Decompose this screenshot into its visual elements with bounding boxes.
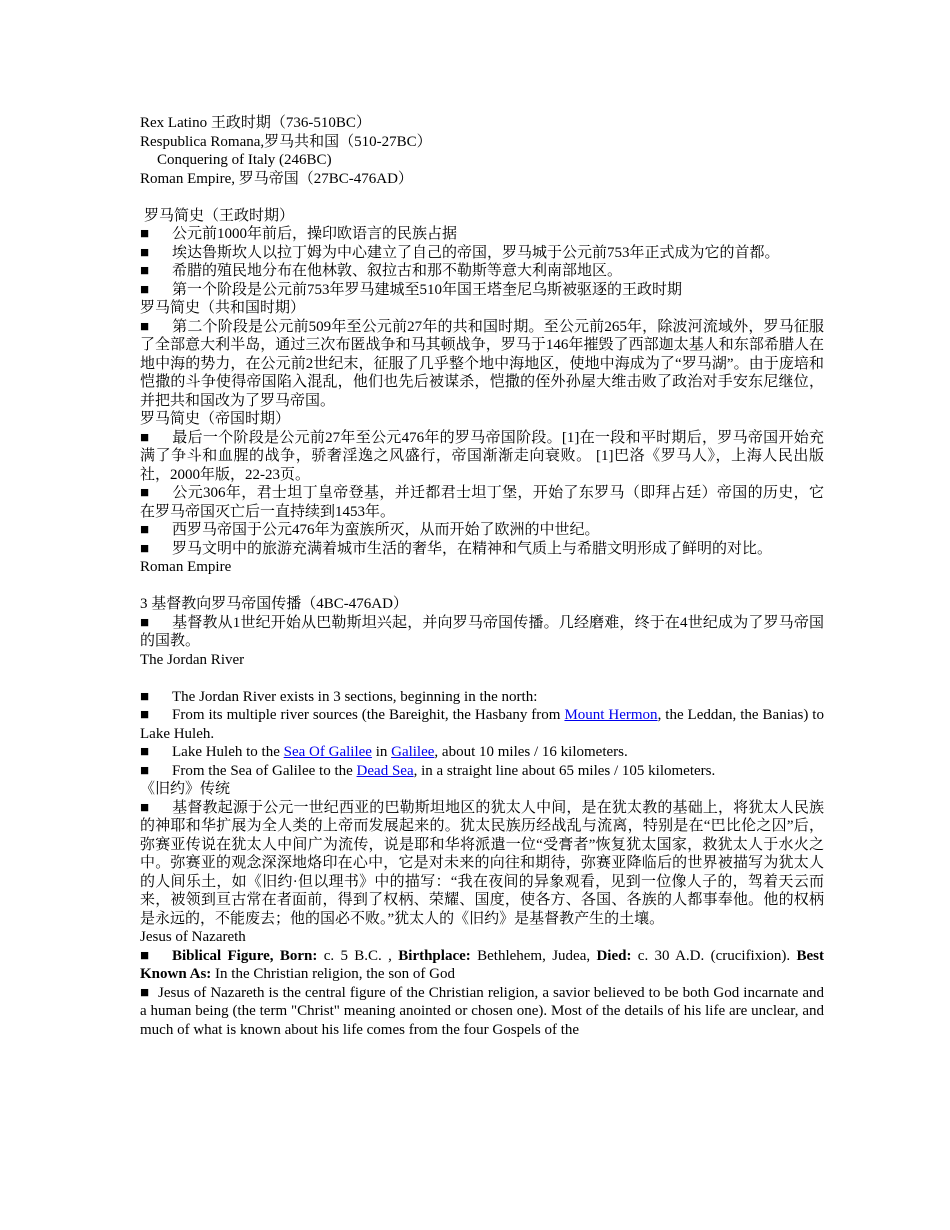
bullet-icon: ■: [140, 485, 150, 501]
bullet-icon: ■: [140, 540, 150, 557]
period-empire: Roman Empire, 罗马帝国（27BC-476AD）: [140, 170, 413, 187]
bullet-icon: ■: [140, 744, 150, 760]
bullet-icon: ■: [140, 799, 150, 816]
bullet-icon: ■: [140, 244, 150, 261]
period-republic-sub: Conquering of Italy (246BC): [157, 152, 332, 168]
bullet-icon: ■: [140, 947, 150, 964]
heading-roman-empire: Roman Empire: [140, 559, 232, 575]
jesus-facts: ■ Biblical Figure, Born: c. 5 B.C. , Birthplace: Bethlehem, Judea, Died: c. 30 A.D. (crucifixion). Best Known As: In the Christian religion, the son of God: [140, 947, 825, 982]
bullet-icon: ■: [140, 281, 150, 298]
document-page: [140, 114, 824, 1039]
bullet-icon: ■: [140, 762, 150, 779]
kingdom-item-2: ■ 埃达鲁斯坎人以拉丁姆为中心建立了自己的帝国，罗马城于公元前753年正式成为它的首都。: [140, 244, 780, 261]
heading-kingdom: 罗马简史（王政时期）: [144, 207, 295, 224]
heading-jesus: Jesus of Nazareth: [140, 929, 246, 945]
heading-empire: 罗马简史（帝国时期）: [140, 411, 291, 427]
jordan-item-4: ■ From the Sea of Galilee to the Dead Sea, in a straight line about 65 miles / 105 kilometers.: [140, 762, 716, 779]
link-sea-of-galilee[interactable]: Sea Of Galilee: [283, 744, 372, 760]
jordan-item-1: ■ The Jordan River exists in 3 sections, beginning in the north:: [140, 688, 538, 705]
bullet-icon: ■: [140, 614, 150, 631]
period-kingdom: Rex Latino 王政时期（736-510BC）: [140, 115, 371, 131]
heading-republic: 罗马简史（共和国时期）: [140, 300, 306, 316]
bullet-icon: ■: [140, 984, 150, 1001]
jordan-item-2: ■ From its multiple river sources (the Bareighit, the Hasbany from Mount Hermon, the Leddan, the Banias) to Lake Huleh.: [140, 707, 824, 742]
christianity-item-1: ■ 基督教从1世纪开始从巴勒斯坦兴起，并向罗马帝国传播。几经磨难，终于在4世纪成为了罗马帝国的国教。: [140, 614, 824, 649]
bullet-icon: ■: [140, 226, 150, 242]
jesus-paragraph: ■ Jesus of Nazareth is the central figure of the Christian religion, a savior believed to be both God incarnate and a human being (the term "Christ" meaning anointed or chosen one). Most of the details of his life are unclear, and much of what is known about his life comes from the four Gospels of the: [140, 984, 824, 1038]
republic-item-1: ■ 第二个阶段是公元前509年至公元前27年的共和国时期。至公元前265年，除波河流域外，罗马征服了全部意大利半岛，通过三次布匿战争和马其顿战争，罗马于146年摧毁了西部迦太基人和东部希腊人在地中海的势力，在公元前2世纪末，征服了几乎整个地中海地区，使地中海成为了“罗马湖”。由于庞培和恺撒的斗争使得帝国陷入混乱，他们也先后被谋杀，恺撒的侄外孙屋大维击败了政治对手安东尼继位，并把共和国改为了罗马帝国。: [140, 318, 824, 409]
heading-christianity: 3 基督教向罗马帝国传播（4BC-476AD）: [140, 596, 408, 612]
spacer: [140, 188, 824, 207]
bullet-icon: ■: [140, 429, 150, 446]
empire-item-4: ■ 罗马文明中的旅游充满着城市生活的奢华，在精神和气质上与希腊文明形成了鲜明的对比。: [140, 540, 773, 557]
spacer: [140, 669, 824, 688]
kingdom-item-3: ■ 希腊的殖民地分布在他林敦、叙拉古和那不勒斯等意大利南部地区。: [140, 263, 623, 279]
kingdom-item-4: ■ 第一个阶段是公元前753年罗马建城至510年国王塔奎尼乌斯被驱逐的王政时期: [140, 281, 683, 298]
bullet-icon: ■: [140, 707, 150, 723]
kingdom-item-1: ■ 公元前1000年前后，操印欧语言的民族占据: [140, 226, 458, 242]
link-mount-hermon[interactable]: Mount Hermon: [564, 707, 658, 723]
bullet-icon: ■: [140, 318, 150, 335]
period-republic: Respublica Romana,罗马共和国（510-27BC）: [140, 133, 432, 150]
empire-item-2: ■ 公元306年，君士坦丁皇帝登基，并迁都君士坦丁堡，开始了东罗马（即拜占廷）帝国的历史，它在罗马帝国灭亡后一直持续到1453年。: [140, 485, 824, 520]
link-galilee[interactable]: Galilee: [391, 744, 435, 760]
heading-jordan: The Jordan River: [140, 651, 245, 668]
link-dead-sea[interactable]: Dead Sea: [356, 762, 414, 779]
bullet-icon: ■: [140, 263, 150, 279]
spacer: [140, 577, 824, 596]
bullet-icon: ■: [140, 688, 150, 705]
heading-old-testament: 《旧约》传统: [140, 781, 231, 797]
old-testament-item-1: ■ 基督教起源于公元一世纪西亚的巴勒斯坦地区的犹太人中间，是在犹太教的基础上，将犹太人民族的神耶和华扩展为全人类的上帝而发展起来的。犹太民族历经战乱与流离，特别是在“巴比伦之囚”后，弥赛亚传说在犹太人中间广为流传，说是耶和华将派遣一位“受膏者”恢复犹太国家，救犹太人于水火之中。弥赛亚的观念深深地烙印在心中，它是对未来的向往和期待，弥赛亚降临后的世界被描写为犹太人的人间乐土，如《旧约·但以理书》中的描写：“我在夜间的异象观看，见到一位像人子的，驾着天云而来，被领到亘古常在者面前，得到了权柄、荣耀、国度，使各方、各国、各族的人都事奉他。他的权柄是永远的，不能废去；他的国必不败。”犹太人的《旧约》是基督教产生的土壤。: [140, 799, 824, 927]
empire-item-3: ■ 西罗马帝国于公元476年为蛮族所灭，从而开始了欧洲的中世纪。: [140, 522, 600, 538]
jordan-item-3: ■ Lake Huleh to the Sea Of Galilee in Galilee, about 10 miles / 16 kilometers.: [140, 744, 628, 760]
empire-item-1: ■ 最后一个阶段是公元前27年至公元476年的罗马帝国阶段。[1]在一段和平时期后，罗马帝国开始充满了争斗和血腥的战争，骄奢淫逸之风盛行，帝国渐渐走向衰败。 [1]巴洛《罗马人》，上海人民出版社，2000年版，22-23页。: [140, 429, 824, 483]
bullet-icon: ■: [140, 522, 150, 538]
